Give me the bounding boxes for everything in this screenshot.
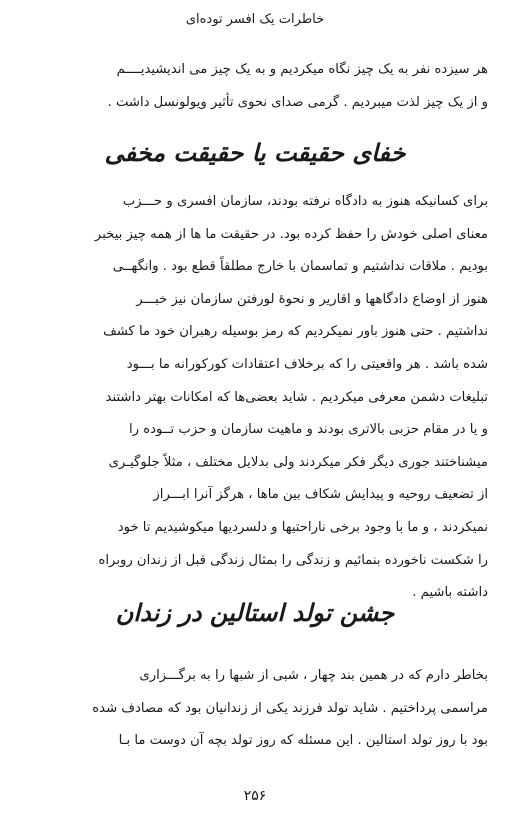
- text-line: و از یک چیز لذت میبردیم . گرمی صدای نحوی تأثیر ویولونسل داشت .: [107, 94, 488, 110]
- section-heading-stalin-birthday: جشن تولد استالین در زندان: [115, 598, 395, 627]
- text-line: را شکست ناخورده بنمائیم و زندگی را بمثال زندگی قبل از زندان روبراه: [98, 552, 488, 568]
- text-line: و یا در مقام حزبی بالاتری بودند و ماهیت سازمان و حزب تــوده را: [129, 422, 488, 438]
- text-line: از تضعیف روحیه و پیدایش شکاف بین ماها ، هرگز آنرا ابـــراز: [153, 487, 488, 503]
- page-number: ۲۵۶: [243, 788, 267, 804]
- text-line: نداشتیم . حتی هنوز باور نمیکردیم که رمز بوسیله رهبران خود ما کشف: [103, 324, 488, 340]
- paragraph-intro: [20, 54, 488, 119]
- section-heading-hidden-truth: خفای حقیقت یا حقیقت مخفی: [104, 138, 406, 167]
- paragraph-prison-organization: [20, 186, 488, 610]
- text-line: شده باشد . هر واقعیتی را که برخلاف اعتقادات کورکورانه ما بـــود: [126, 356, 488, 372]
- running-header: خاطرات یک افسر توده‌ای: [185, 12, 325, 27]
- text-line: بودیم . ملاقات نداشتیم و تماسمان با خارج مطلقاً قطع بود . وانگهــی: [112, 259, 488, 275]
- text-line: هنوز از اوضاع دادگاهها و اقاریر و نحوۀ لورفتن سازمان نیز خبـــر: [136, 291, 488, 307]
- text-line: مراسمی پرداختیم . شاید تولد فرزند یکی از زندانیان بود که مصادف شده: [92, 700, 488, 716]
- text-line: بود با روز تولد استالین . این مسئله که روز تولد بچه آن دوست ما بـا: [118, 733, 488, 749]
- text-line: هر سیزده نفر به یک چیز نگاه میکردیم و به یک چیز می اندیشیدیــــم: [116, 62, 488, 77]
- text-line: تبلیغات دشمن معرفی میکردیم . شاید بعضی‌ها که امکانات بهتر داشتند: [105, 389, 488, 405]
- text-line: برای کسانیکه هنوز به دادگاه نرفته بودند، سازمان افسری و حـــزب: [122, 194, 488, 209]
- paragraph-stalin-birthday: [20, 660, 488, 758]
- text-line: معنای اصلی خودش را حفظ کرده بود. در حقیقت ما ها از همه چیز بیخبر: [94, 226, 488, 242]
- text-line: نمیکردند ، و ما با وجود برخی ناراحتیها و دلسردیها میکوشیدیم تا خود: [117, 519, 488, 535]
- text-line: داشته باشیم .: [412, 585, 488, 601]
- text-line: میشناختند جوری دیگر فکر میکردند ولی بدلایل مختلف ، مثلاً جلوگیـری: [108, 454, 488, 470]
- text-line: بخاطر دارم که در همین بند چهار ، شبی از شبها را به برگـــزاری: [139, 668, 488, 683]
